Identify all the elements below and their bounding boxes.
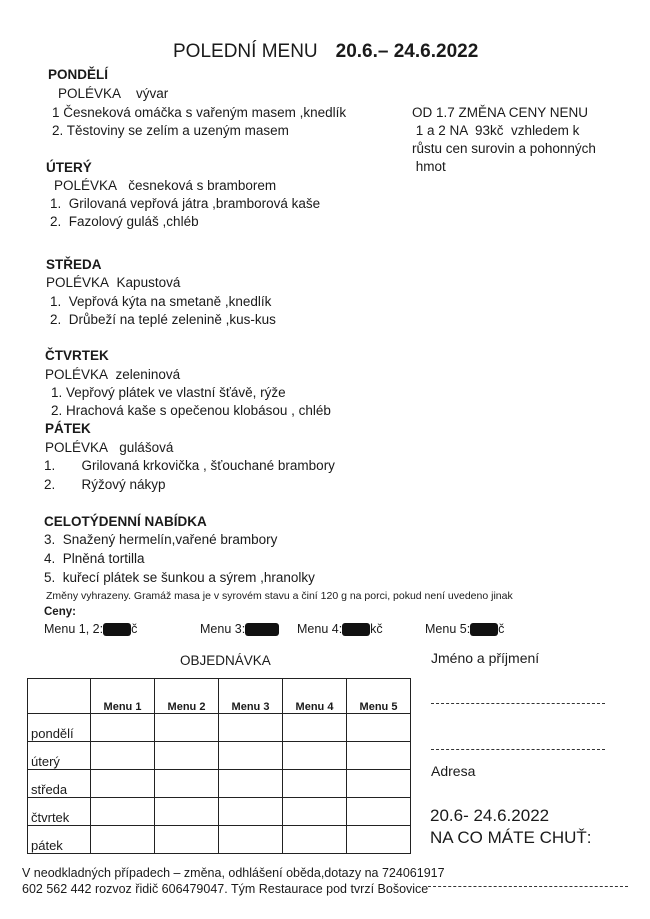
- soup-name: Kapustová: [116, 275, 181, 290]
- soup-name: zeleninová: [115, 367, 181, 382]
- order-cell[interactable]: [347, 714, 411, 742]
- table-row: [28, 714, 411, 742]
- menu-item: 2. Drůbeží na teplé zelenině ,kus-kus: [50, 312, 276, 327]
- menu-item: 2. Fazolový guláš ,chléb: [50, 214, 199, 229]
- all-day-offer-heading: CELOTÝDENNÍ NABÍDKA: [44, 514, 207, 529]
- order-cell[interactable]: [283, 770, 347, 798]
- price-label: Menu 3:: [200, 622, 246, 636]
- soup-wednesday: [46, 275, 180, 290]
- order-cell[interactable]: [219, 770, 283, 798]
- price-menu-5: [425, 622, 504, 636]
- order-cell[interactable]: [91, 714, 155, 742]
- day-heading-monday: PONDĚLÍ: [48, 67, 109, 82]
- table-row: [28, 742, 411, 770]
- order-cell[interactable]: [91, 798, 155, 826]
- soup-label: POLÉVKA: [45, 440, 109, 455]
- order-cell[interactable]: [155, 826, 219, 854]
- order-cell[interactable]: [283, 798, 347, 826]
- menu-item: 3. Snažený hermelín,vařené brambory: [44, 532, 278, 547]
- note-line: růstu cen surovin a pohonných: [412, 141, 596, 156]
- note-line: hmot: [412, 159, 446, 174]
- order-corner-cell: [28, 679, 91, 714]
- order-cell[interactable]: [219, 798, 283, 826]
- price-unit: kč: [370, 622, 383, 636]
- soup-tuesday: [54, 178, 276, 193]
- column-header-menu-2: Menu 2: [155, 679, 219, 714]
- tagline: NA CO MÁTE CHUŤ:: [430, 828, 592, 847]
- menu-item: 5. kuřecí plátek se šunkou a sýrem ,hranolky: [44, 570, 315, 585]
- menu-item: 1. Grilovaná krkovička , šťouchané brambory: [44, 458, 335, 473]
- row-label-monday: pondělí: [28, 714, 91, 742]
- address-label: Adresa: [431, 763, 476, 779]
- order-cell[interactable]: [91, 742, 155, 770]
- menu-item: 1. Vepřový plátek ve vlastní šťávě, rýže: [51, 385, 286, 400]
- name-label: Jméno a příjmení: [431, 650, 540, 666]
- price-menu-3: [200, 622, 279, 636]
- day-heading-friday: PÁTEK: [45, 421, 91, 436]
- menu-item: 2. Těstoviny se zelím a uzeným masem: [52, 123, 289, 138]
- soup-label: POLÉVKA: [54, 178, 118, 193]
- order-cell[interactable]: [347, 770, 411, 798]
- menu-title: POLEDNÍ MENU: [173, 41, 318, 62]
- order-title: OBJEDNÁVKA: [180, 653, 271, 668]
- page-title: [173, 41, 478, 63]
- order-cell[interactable]: [91, 770, 155, 798]
- menu-item: 1. Grilovaná vepřová játra ,bramborová kaše: [50, 196, 321, 211]
- note-line: OD 1.7 ZMĚNA CENY NENU: [412, 105, 589, 120]
- order-cell[interactable]: [283, 826, 347, 854]
- disclaimer: Změny vyhrazeny. Gramáž masa je v syrovém stavu a činí 120 g na porci, pokud není uvedeno jinak: [46, 590, 513, 602]
- day-heading-wednesday: STŘEDA: [46, 257, 102, 272]
- price-label: Menu 4:: [297, 622, 343, 636]
- price-unit: č: [498, 622, 505, 636]
- soup-friday: [45, 440, 173, 455]
- column-header-menu-1: Menu 1: [91, 679, 155, 714]
- order-cell[interactable]: [219, 826, 283, 854]
- redacted-price: [245, 623, 279, 636]
- soup-label: POLÉVKA: [45, 367, 109, 382]
- column-header-menu-3: Menu 3: [219, 679, 283, 714]
- order-cell[interactable]: [283, 742, 347, 770]
- row-label-friday: pátek: [28, 826, 91, 854]
- menu-item: 4. Plněná tortilla: [44, 551, 145, 566]
- order-cell[interactable]: [155, 714, 219, 742]
- column-header-menu-5: Menu 5: [347, 679, 411, 714]
- order-header-row: [28, 679, 411, 714]
- soup-name: gulášová: [119, 440, 174, 455]
- order-cell[interactable]: [347, 742, 411, 770]
- table-row: [28, 826, 411, 854]
- soup-label: POLÉVKA: [58, 86, 122, 101]
- week-dates: 20.6.– 24.6.2022: [335, 41, 479, 62]
- price-menu-1-2: [44, 622, 137, 636]
- contact-line-2: 602 562 442 rozvoz řidič 606479047. Tým Restaurace pod tvrzí Bošovice: [22, 882, 429, 896]
- day-heading-tuesday: ÚTERÝ: [46, 160, 92, 175]
- soup-name: vývar: [136, 86, 169, 101]
- column-header-menu-4: Menu 4: [283, 679, 347, 714]
- redacted-price: [342, 623, 370, 636]
- menu-item: 1. Vepřová kýta na smetaně ,knedlík: [50, 294, 272, 309]
- order-cell[interactable]: [283, 714, 347, 742]
- table-row: [28, 770, 411, 798]
- menu-item: 2. Rýžový nákyp: [44, 477, 166, 492]
- soup-name: česneková s bramborem: [128, 178, 277, 193]
- price-label: Menu 1, 2:: [44, 622, 104, 636]
- soup-label: POLÉVKA: [46, 275, 110, 290]
- order-cell[interactable]: [91, 826, 155, 854]
- table-row: [28, 798, 411, 826]
- order-cell[interactable]: [347, 798, 411, 826]
- redacted-price: [103, 623, 131, 636]
- menu-item: 2. Hrachová kaše s opečenou klobásou , chléb: [51, 403, 331, 418]
- name-input-line[interactable]: [431, 703, 605, 704]
- contact-line-1: V neodkladných případech – změna, odhlášení oběda,dotazy na 724061917: [22, 866, 445, 880]
- order-cell[interactable]: [219, 742, 283, 770]
- order-cell[interactable]: [155, 742, 219, 770]
- order-cell[interactable]: [219, 714, 283, 742]
- order-table: [27, 678, 411, 854]
- note-line: 1 a 2 NA 93kč vzhledem k: [412, 123, 580, 138]
- row-label-wednesday: středa: [28, 770, 91, 798]
- price-label: Menu 5:: [425, 622, 471, 636]
- row-label-thursday: čtvrtek: [28, 798, 91, 826]
- soup-monday: [58, 86, 168, 101]
- order-cell[interactable]: [155, 798, 219, 826]
- row-label-tuesday: úterý: [28, 742, 91, 770]
- day-heading-thursday: ČTVRTEK: [45, 348, 109, 363]
- form-dates: 20.6- 24.6.2022: [430, 806, 550, 825]
- prices-label: Ceny:: [44, 606, 76, 618]
- order-cell[interactable]: [155, 770, 219, 798]
- redacted-price: [470, 623, 498, 636]
- price-change-note: [412, 104, 627, 176]
- name-input-line-2[interactable]: [431, 749, 605, 750]
- address-input-line[interactable]: [428, 886, 628, 887]
- order-cell[interactable]: [347, 826, 411, 854]
- soup-thursday: [45, 367, 180, 382]
- price-menu-4: [297, 622, 383, 636]
- menu-item: 1 Česneková omáčka s vařeným masem ,knedlík: [52, 105, 347, 120]
- price-unit: č: [131, 622, 138, 636]
